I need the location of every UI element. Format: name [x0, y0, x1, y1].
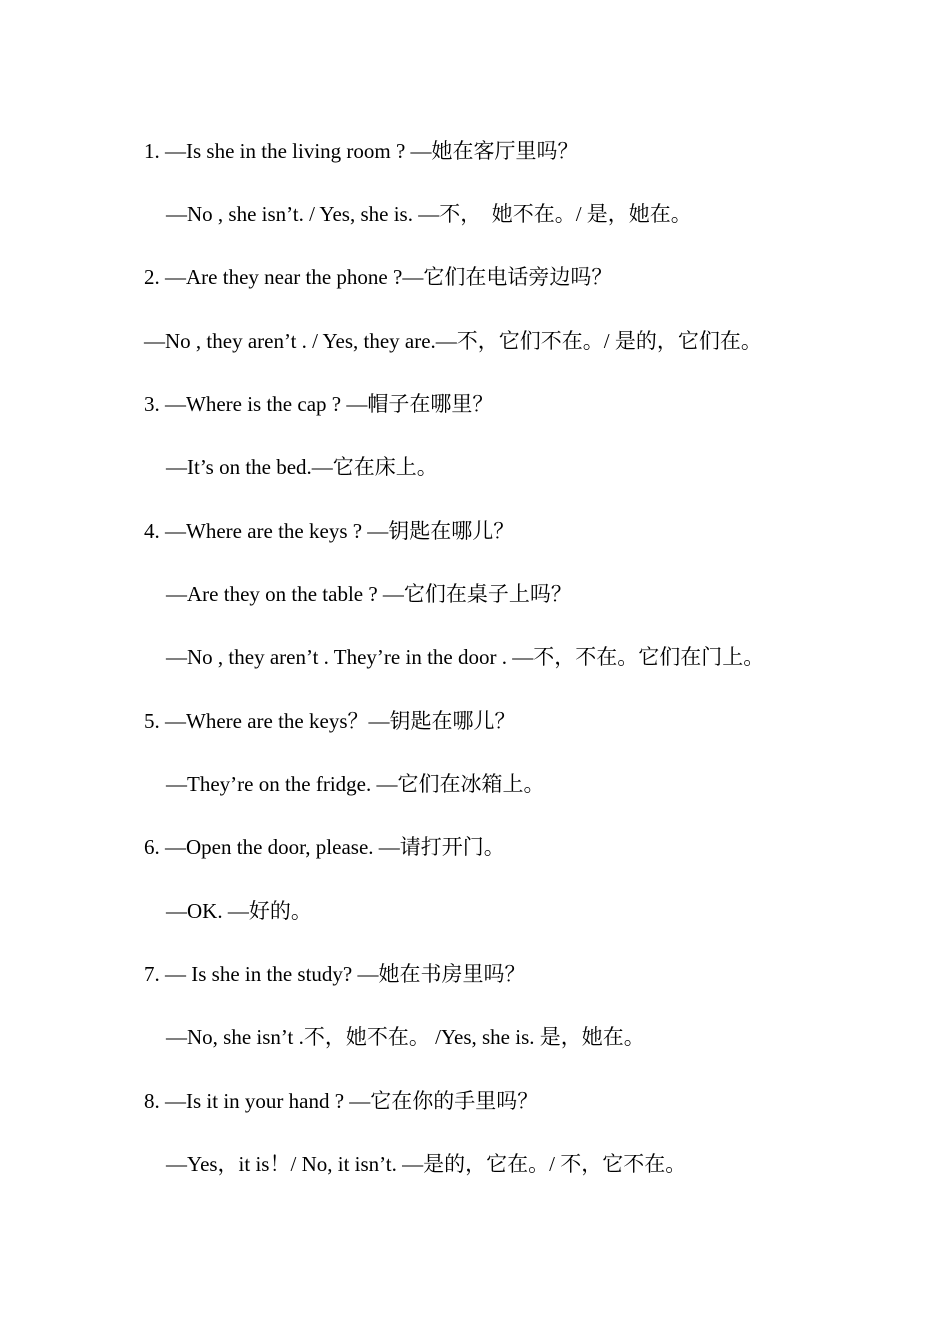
dialogue-3-answer: —It’s on the bed.—它在床上。	[166, 455, 438, 479]
dialogue-6-answer: —OK. —好的。	[166, 899, 312, 923]
dialogue-4-followup: —Are they on the table ? —它们在桌子上吗？	[166, 582, 572, 606]
dialogue-5-question: 5. —Where are the keys？—钥匙在哪儿？	[144, 709, 516, 733]
dialogue-7-answer: —No, she isn’t .不，她不在。 /Yes, she is. 是，她在。	[166, 1025, 645, 1049]
dialogue-1-answer: —No , she isn’t. / Yes, she is. —不， 她不在。/ 是，她在。	[166, 202, 692, 226]
dialogue-7-question: 7. — Is she in the study? —她在书房里吗？	[144, 962, 526, 986]
dialogue-8-question: 8. —Is it in your hand ? —它在你的手里吗？	[144, 1089, 539, 1113]
dialogue-6-request: 6. —Open the door, please. —请打开门。	[144, 835, 505, 859]
dialogue-4-answer: —No , they aren’t . They’re in the door . —不，不在。它们在门上。	[166, 645, 765, 669]
dialogue-3-question: 3. —Where is the cap ? —帽子在哪里？	[144, 392, 494, 416]
dialogue-2-answer: —No , they aren’t . / Yes, they are.—不，它们不在。/ 是的，它们在。	[144, 329, 762, 353]
dialogue-1-question: 1. —Is she in the living room ? —她在客厅里吗？	[144, 139, 579, 163]
dialogue-5-answer: —They’re on the fridge. —它们在冰箱上。	[166, 772, 545, 796]
dialogue-2-question: 2. —Are they near the phone ?—它们在电话旁边吗？	[144, 265, 613, 289]
dialogue-8-answer: —Yes，it is！/ No, it isn’t. —是的，它在。/ 不，它不在。	[166, 1152, 687, 1176]
dialogue-4-question: 4. —Where are the keys ? —钥匙在哪儿？	[144, 519, 515, 543]
